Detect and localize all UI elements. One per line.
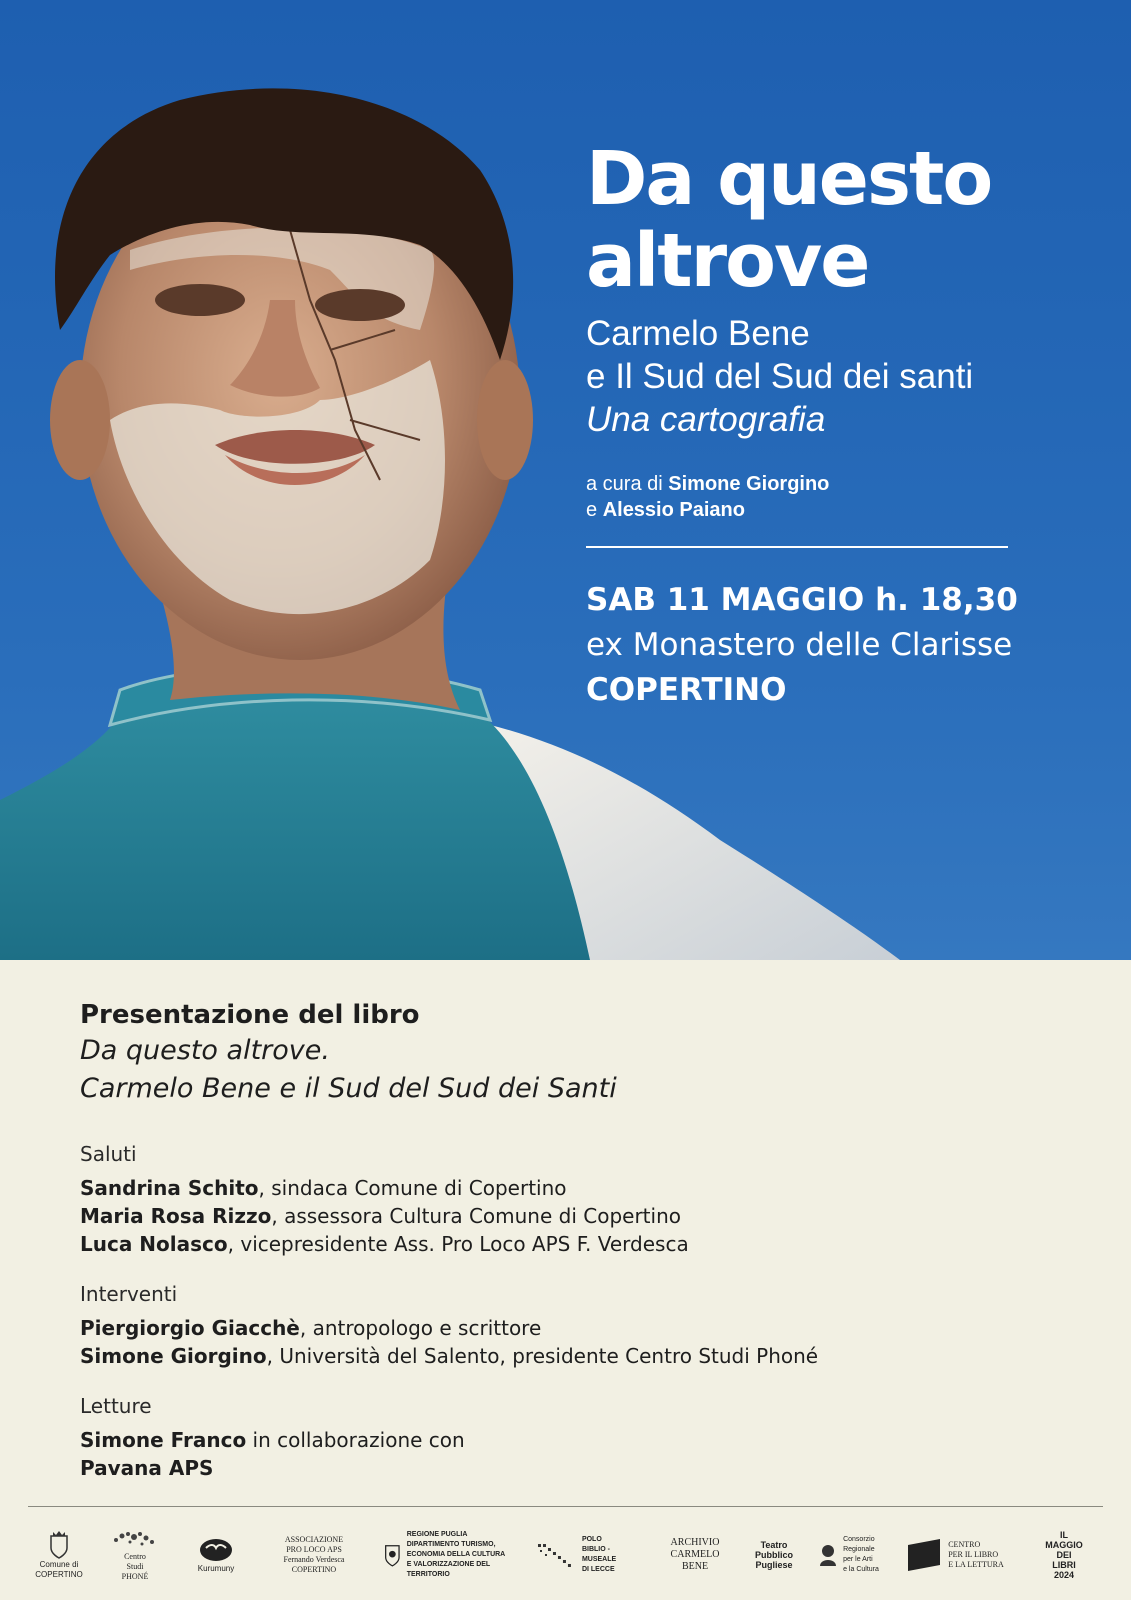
list-item	[80, 1426, 1080, 1454]
centro-studi-phone-icon	[110, 1528, 160, 1552]
kurumuny-icon	[198, 1536, 234, 1564]
person-role: , vicepresidente Ass. Pro Loco APS F. Verdesca	[227, 1232, 689, 1256]
saluti-label: Saluti	[80, 1142, 137, 1166]
partner-name: Pavana APS	[80, 1456, 214, 1480]
book-title-line-1: Da questo altrove.	[80, 1035, 330, 1066]
curated-and: e	[586, 499, 598, 521]
logo-label: ARCHIVIO CARMELO BENE	[670, 1537, 720, 1572]
person-role: , antropologo e scrittore	[299, 1316, 542, 1340]
person-name: Maria Rosa Rizzo	[80, 1204, 272, 1228]
logo-label: IL MAGGIO DEI LIBRI 2024	[1045, 1530, 1083, 1580]
list-item	[80, 1202, 1080, 1230]
logo-consorzio-regionale	[808, 1520, 888, 1590]
centro-libro-lettura-icon	[906, 1537, 942, 1573]
event-date: SAB 11 MAGGIO h. 18,30	[586, 582, 1018, 618]
person-name: Piergiorgio Giacchè	[80, 1316, 300, 1340]
person-name: Simone Giorgino	[80, 1344, 267, 1368]
letture-label: Letture	[80, 1394, 152, 1418]
person-name: Simone Franco	[80, 1428, 247, 1452]
logo-label: Kurumuny	[197, 1564, 235, 1573]
list-item	[80, 1314, 1080, 1342]
logo-label: Centro Studi PHONÉ	[121, 1552, 149, 1581]
logo-centro-libro-lettura	[900, 1520, 1010, 1590]
person-role: , sindaca Comune di Copertino	[258, 1176, 567, 1200]
event-subtitle: Carmelo Bene e Il Sud del Sud dei santi	[586, 314, 974, 396]
person-role: , Università del Salento, presidente Centro Studi Phoné	[266, 1344, 819, 1368]
event-details	[586, 578, 1106, 713]
list-item	[80, 1342, 1080, 1370]
logo-regione-puglia	[384, 1520, 514, 1590]
info-section	[80, 998, 1080, 1482]
letture-list	[80, 1426, 1080, 1482]
saluti-list	[80, 1174, 1080, 1258]
logo-label: ASSOCIAZIONE PRO LOCO APS Fernando Verdesca COPERTINO	[283, 1535, 345, 1574]
list-item	[80, 1230, 1080, 1258]
event-subtitle-italic: Una cartografia	[586, 400, 826, 439]
person-role: , assessora Cultura Comune di Copertino	[271, 1204, 681, 1228]
logo-comune-copertino	[34, 1520, 84, 1590]
event-city: COPERTINO	[586, 672, 787, 708]
logo-polo-biblio-museale	[536, 1520, 646, 1590]
logo-label: Consorzio Regionale per le Arti e la Cultura	[843, 1536, 879, 1573]
person-role: in collaborazione con	[246, 1428, 465, 1452]
title-block	[586, 138, 1106, 523]
sponsor-logos	[28, 1520, 1103, 1590]
list-item	[80, 1454, 1080, 1482]
event-title: Da questo altrove	[586, 136, 992, 304]
interventi-label: Interventi	[80, 1282, 178, 1306]
list-item	[80, 1174, 1080, 1202]
logo-label: Comune di COPERTINO	[35, 1560, 83, 1579]
curator-name-2: Alessio Paiano	[602, 499, 745, 521]
logo-pro-loco	[264, 1520, 364, 1590]
event-venue: ex Monastero delle Clarisse	[586, 627, 1013, 663]
regione-puglia-icon	[384, 1540, 401, 1570]
logo-label: REGIONE PUGLIA DIPARTIMENTO TURISMO, ECONOMIA DELLA CULTURA E VALORIZZAZIONE DEL TERRITORIO	[406, 1531, 506, 1578]
logo-label: POLO BIBLIO - MUSEALE DI LECCE	[581, 1536, 617, 1573]
coat-of-arms-icon	[48, 1530, 70, 1560]
person-name: Luca Nolasco	[80, 1232, 228, 1256]
logo-archivio-carmelo-bene	[660, 1520, 730, 1590]
logo-centro-studi-phone	[106, 1520, 164, 1590]
polo-biblio-museale-icon	[536, 1540, 576, 1570]
interventi-list	[80, 1314, 1080, 1370]
logo-kurumuny	[184, 1520, 248, 1590]
curator-name-1: Simone Giorgino	[668, 473, 830, 495]
logo-label: Teatro Pubblico Pugliese	[755, 1540, 793, 1570]
logo-teatro-pubblico-pugliese	[744, 1520, 804, 1590]
logo-maggio-dei-libri	[1038, 1520, 1090, 1590]
person-name: Sandrina Schito	[80, 1176, 259, 1200]
footer-divider	[28, 1506, 1103, 1507]
curated-prefix: a cura di	[586, 473, 663, 495]
logo-label: CENTRO PER IL LIBRO E LA LETTURA	[948, 1540, 1004, 1569]
curators	[586, 471, 1106, 523]
presentation-heading: Presentazione del libro	[80, 1000, 420, 1030]
divider	[586, 546, 1008, 548]
consorzio-regionale-icon	[817, 1542, 839, 1568]
book-title-line-2: Carmelo Bene e il Sud del Sud dei Santi	[80, 1073, 617, 1104]
